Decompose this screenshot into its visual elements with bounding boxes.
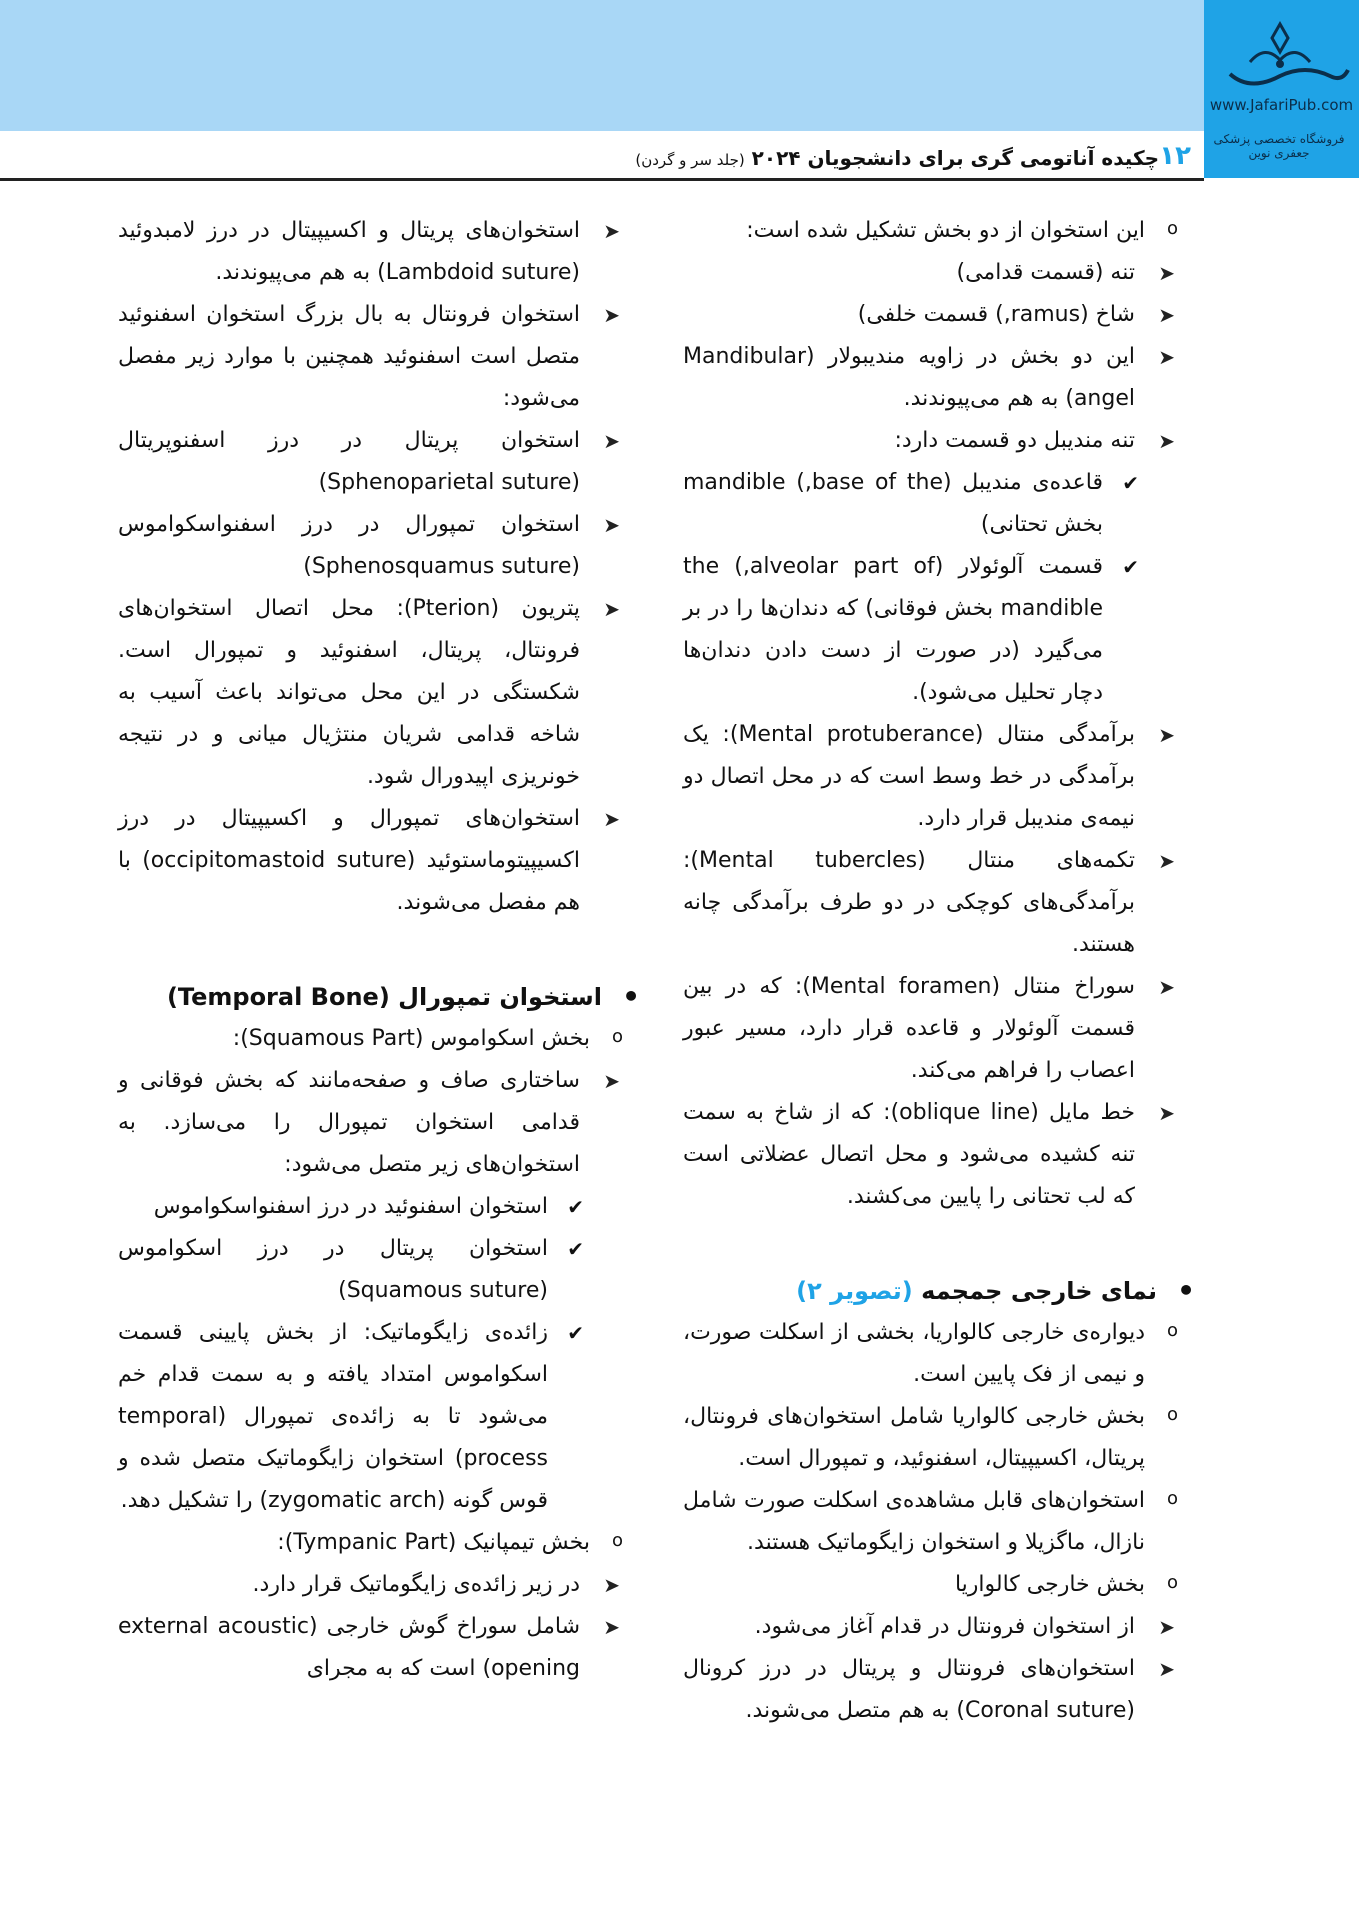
item-text: این دو بخش در زاویه مندیبولار (Mandibular angel) به هم می‌پیوندند.	[683, 344, 1135, 411]
list-item	[683, 294, 1203, 336]
item-text: استخوان‌های تمپورال و اکسیپیتال در درز اکسیپیتوماستوئید (occipitomastoid suture) با هم مفصل می‌شوند.	[118, 806, 580, 915]
publisher-shop-name: فروشگاه تخصصی پزشکی جعفری نوین	[1213, 132, 1345, 160]
item-text: استخوان اسفنوئید در درز اسفنواسکواموس	[153, 1194, 548, 1219]
list-item	[118, 1228, 648, 1312]
item-text: در زیر زائده‌ی زایگوماتیک قرار دارد.	[252, 1572, 580, 1597]
item-text: استخوان پریتال در درز اسفنوپریتال (Sphenoparietal suture)	[118, 428, 580, 495]
item-text: تنه (قسمت قدامی)	[956, 260, 1135, 285]
item-text: بخش خارجی کالواریا شامل استخوان‌های فرونتال، پریتال، اکسیپیتال، اسفنوئید، و تمپورال است.	[683, 1404, 1145, 1471]
publisher-url: www.JafariPub.com	[1209, 96, 1354, 114]
list-item	[118, 1312, 648, 1522]
book-volume: (جلد سر و گردن)	[635, 151, 745, 169]
item-text: تنه مندیبل دو قسمت دارد:	[894, 428, 1135, 453]
page-number: ۱۲	[1159, 141, 1191, 171]
publisher-logo	[1204, 0, 1359, 178]
list-item	[683, 420, 1203, 462]
item-text: دیواره‌ی خارجی کالواریا، بخشی از اسکلت صورت، و نیمی از فک پایین است.	[683, 1320, 1145, 1387]
list-item	[118, 294, 648, 420]
list-item	[683, 210, 1203, 252]
list-item	[683, 1092, 1203, 1218]
book-title: چکیده آناتومی گری برای دانشجویان ۲۰۲۴	[751, 146, 1159, 170]
right-column	[683, 210, 1203, 1732]
item-text: بخش تیمپانیک (Tympanic Part):	[277, 1530, 590, 1555]
list-item	[118, 1018, 648, 1060]
item-text: شامل سوراخ گوش خارجی (external acoustic opening) است که به مجرای	[118, 1614, 580, 1681]
item-text: ساختاری صاف و صفحه‌مانند که بخش فوقانی و قدامی استخوان تمپورال را می‌سازد. به استخوان‌های زیر متصل می‌شود:	[118, 1068, 580, 1177]
list-item	[683, 1480, 1203, 1564]
item-text: قسمت آلوئولار (alveolar part of,) the mandible بخش فوقانی) که دندان‌ها را در بر می‌گیرد (در صورت از دست دادن دندان‌ها دچار تحلیل می‌شود).	[683, 554, 1103, 705]
list-item	[118, 1060, 648, 1186]
list-item	[683, 1396, 1203, 1480]
left-column	[118, 210, 648, 1690]
item-text: قاعده‌ی مندیبل (base of the,) mandible بخش تحتانی)	[683, 470, 1103, 537]
item-text: استخوان تمپورال (Temporal Bone)	[166, 983, 602, 1011]
list-item	[683, 462, 1203, 546]
item-text: استخوان پریتال در درز اسکواموس (Squamous suture)	[118, 1236, 548, 1303]
item-text: شاخ (ramus,) قسمت خلفی)	[857, 302, 1135, 327]
item-text: بخش اسکواموس (Squamous Part):	[232, 1026, 590, 1051]
list-item	[683, 1312, 1203, 1396]
item-text: زائده‌ی زایگوماتیک: از بخش پایینی قسمت اسکواموس امتداد یافته و به سمت قدام خم می‌شود تا به زائده‌ی تمپورال (temporal process) استخوان زایگوماتیک متصل شده و قوس گونه (zygomatic arch) را تشکیل دهد.	[118, 1320, 548, 1513]
list-item	[683, 336, 1203, 420]
item-text: این استخوان از دو بخش تشکیل شده است:	[746, 218, 1145, 243]
item-text: پتریون (Pterion): محل اتصال استخوان‌های فرونتال، پریتال، اسفنوئید و تمپورال است. شکستگی در این محل می‌تواند باعث آسیب به شاخه قدامی شریان منتژیال میانی و در نتیجه خونریزی اپیدورال شود.	[118, 596, 580, 789]
item-text: استخوان تمپورال در درز اسفنواسکواموس (Sphenosquamus suture)	[118, 512, 580, 579]
list-item	[118, 1522, 648, 1564]
item-text: استخوان فرونتال به بال بزرگ استخوان اسفنوئید متصل است اسفنوئید همچنین با موارد زیر مفصل می‌شود:	[118, 302, 580, 411]
item-text: خط مایل (oblique line): که از شاخ به سمت تنه کشیده می‌شود و محل اتصال عضلاتی است که لب تحتانی را پایین می‌کشند.	[683, 1100, 1135, 1209]
list-item	[683, 714, 1203, 840]
section-heading	[118, 976, 648, 1018]
publisher-logo-icon	[1210, 14, 1353, 96]
list-item	[683, 966, 1203, 1092]
header-divider	[0, 178, 1204, 181]
list-item	[683, 1564, 1203, 1606]
list-item	[683, 252, 1203, 294]
list-item	[118, 504, 648, 588]
item-text: استخوان‌های پریتال و اکسیپیتال در درز لامبدوئید (Lambdoid suture) به هم می‌پیوندند.	[118, 218, 580, 285]
list-item	[118, 210, 648, 294]
list-item	[118, 1606, 648, 1690]
figure-reference[interactable]: (تصویر ۲)	[796, 1277, 913, 1305]
list-item	[683, 1606, 1203, 1648]
item-text: بخش خارجی کالواریا	[954, 1572, 1145, 1597]
item-text: برآمدگی منتال (Mental protuberance): یک برآمدگی در خط وسط است که در محل اتصال دو نیمه‌ی مندیبل قرار دارد.	[683, 722, 1135, 831]
list-item	[118, 1186, 648, 1228]
list-item	[118, 1564, 648, 1606]
list-item	[683, 1648, 1203, 1732]
running-title	[635, 146, 1159, 170]
list-item	[683, 546, 1203, 714]
item-text: تکمه‌های منتال (Mental tubercles): برآمدگی‌های کوچکی در دو طرف برآمدگی چانه هستند.	[683, 848, 1135, 957]
item-text: نمای خارجی جمجمه	[921, 1277, 1157, 1305]
list-item	[118, 420, 648, 504]
item-text: از استخوان فرونتال در قدام آغاز می‌شود.	[754, 1614, 1135, 1639]
item-text: استخوان‌های فرونتال و پریتال در درز کرونال (Coronal suture) به هم متصل می‌شوند.	[683, 1656, 1135, 1723]
list-item	[118, 798, 648, 924]
list-item	[683, 840, 1203, 966]
item-text: استخوان‌های قابل مشاهده‌ی اسکلت صورت شامل نازال، ماگزیلا و استخوان زایگوماتیک هستند.	[683, 1488, 1145, 1555]
section-heading	[683, 1270, 1203, 1312]
item-text: سوراخ منتال (Mental foramen): که در بین قسمت آلوئولار و قاعده قرار دارد، مسیر عبور اعصاب را فراهم می‌کند.	[683, 974, 1135, 1083]
list-item	[118, 588, 648, 798]
header-band	[0, 0, 1359, 131]
